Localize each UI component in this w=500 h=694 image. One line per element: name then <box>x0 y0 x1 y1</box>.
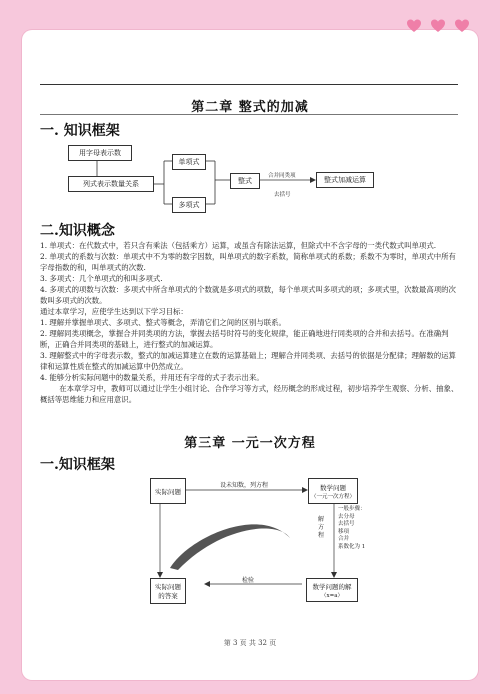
paragraph: 4. 多项式的项数与次数：多项式中所含单项式的个数就是多项式的项数，每个单项式叫多项式的项；多项式里，次数最高项的次数叫多项式的次数。 <box>40 285 456 305</box>
title-underline <box>40 114 458 115</box>
box-integral-expression: 整式 <box>230 173 260 189</box>
box-real-answer: 实际问题 的答案 <box>150 578 186 604</box>
box-math-problem: 数学问题 （一元一次方程） <box>308 478 358 504</box>
ch2-concepts-text <box>40 240 460 405</box>
chapter2-title: 第二章 整式的加减 <box>191 100 309 115</box>
label-solve-equation: 解 方 程 <box>318 516 325 539</box>
paragraph: 2. 单项式的系数与次数：单项式中不为零的数字因数，叫单项式的数字系数，简称单项式的系数；系数不为零时，单项式中所有字母指数的和，叫单项式的次数. <box>40 252 456 272</box>
paragraph: 4. 能够分析实际问题中的数量关系，并用还有字母的式子表示出来。 <box>40 373 264 382</box>
paragraph: 1. 理解并掌握单项式、多项式、整式等概念，弄清它们之间的区别与联系。 <box>40 318 286 327</box>
heart-icon <box>430 18 446 34</box>
general-steps-list: 一般步骤： 去分母 去括号 移项 合并 系数化为 1 <box>338 506 366 550</box>
box-quantity-relations: 列式表示数量关系 <box>68 176 154 192</box>
paragraph: 通过本章学习，应使学生达到以下学习目标： <box>40 307 188 316</box>
box-monomial: 单项式 <box>172 154 206 170</box>
header-rule <box>40 84 458 85</box>
ch2-framework-heading: 一. 知识框架 <box>40 123 120 139</box>
label-remove-brackets: 去括号 <box>274 192 291 198</box>
paragraph: 3. 理解整式中的字母表示数，整式的加减运算建立在数的运算基础上；理解合并同类项、去括号的依据是分配律；理解数的运算律和运算性质在整式的加减运算中仍然成立。 <box>40 351 456 371</box>
box-real-problem: 实际问题 <box>150 478 186 504</box>
box-integral-addition: 整式加减运算 <box>316 172 374 188</box>
ch2-concepts-heading: 二.知识概念 <box>40 223 115 239</box>
label-check: 检验 <box>242 577 255 584</box>
ch3-framework-heading: 一.知识框架 <box>40 457 115 473</box>
paragraph: 3. 多项式：几个单项式的和叫多项式. <box>40 274 163 283</box>
page-footer: 第 3 页 共 32 页 <box>223 639 277 647</box>
heart-decorations <box>406 18 470 34</box>
chapter3-title: 第三章 一元一次方程 <box>184 436 316 451</box>
paragraph: 1. 单项式：在代数式中，若只含有乘法（包括乘方）运算，或虽含有除法运算，但除式中不含字母的一类代数式叫单项式. <box>40 241 437 250</box>
label-set-unknown: 设未知数，列方程 <box>220 482 269 489</box>
box-polynomial: 多项式 <box>172 197 206 213</box>
box-letters-represent-numbers: 用字母表示数 <box>68 145 132 161</box>
ch3-framework-diagram <box>150 476 366 612</box>
heart-icon <box>454 18 470 34</box>
paragraph: 在本章学习中，教师可以通过让学生小组讨论、合作学习等方式，经历概念的形成过程，初步培养学生观察、分析、抽象、概括等思维能力和应用意识。 <box>40 384 459 404</box>
heart-icon <box>406 18 422 34</box>
paragraph: 2. 理解同类项概念，掌握合并同类项的方法，掌握去括号时符号的变化规律，能正确地进行同类项的合并和去括号。在准确判断，正确合并同类项的基础上，进行整式的加减运算。 <box>40 329 449 349</box>
label-combine-like-terms: 合并同类项 <box>268 173 296 179</box>
box-math-solution: 数学问题的解 （x=a） <box>306 578 358 602</box>
